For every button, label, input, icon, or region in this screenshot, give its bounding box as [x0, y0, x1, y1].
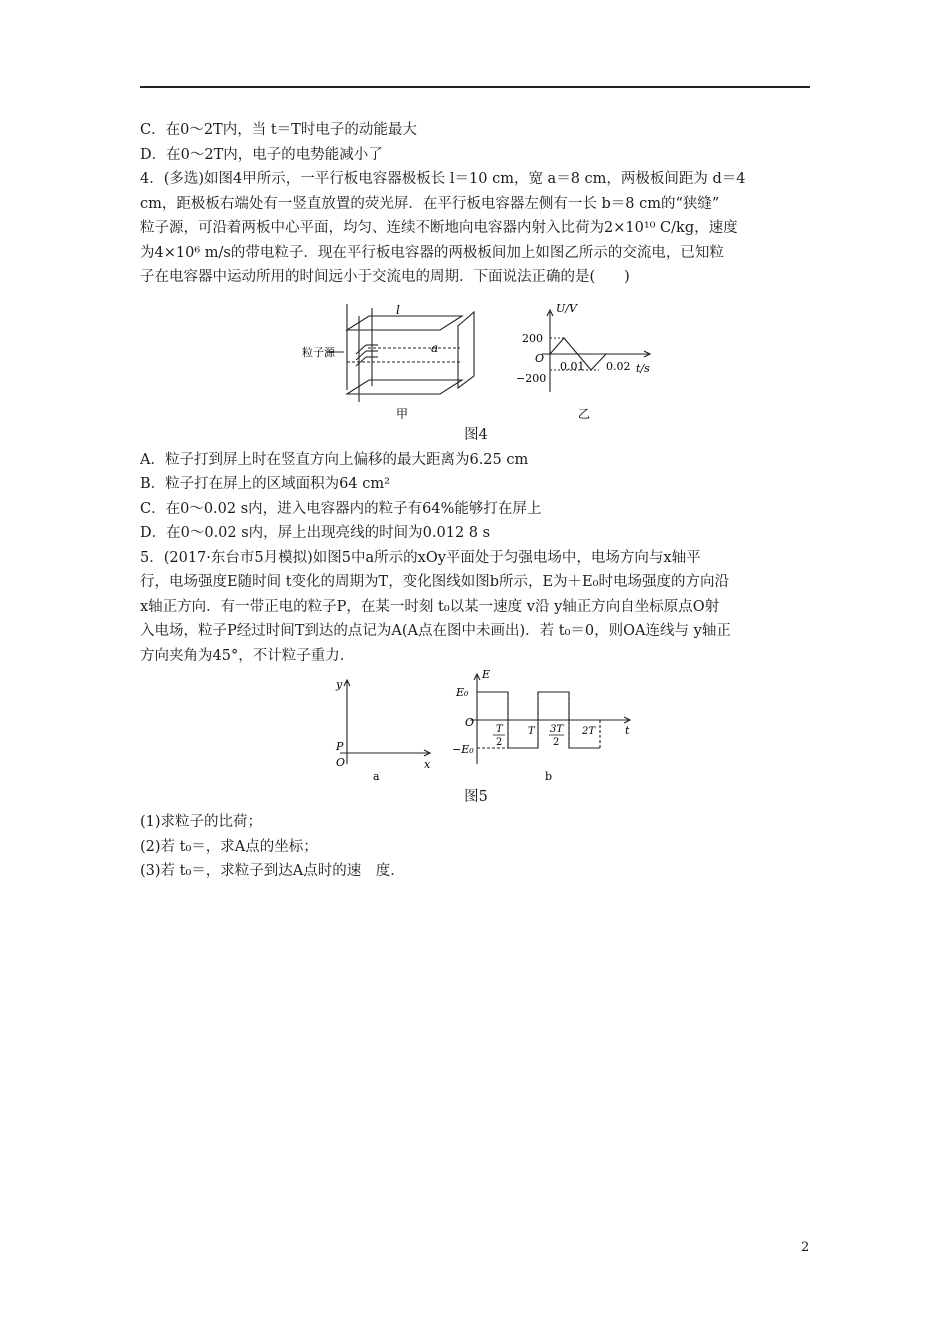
tick-half-t-den: 2 [496, 737, 503, 748]
caption-yi: 乙 [578, 406, 591, 421]
label-u: U/V [556, 301, 577, 315]
q5-line-2: 行，电场强度E随时间 t变化的周期为T，变化图线如图b所示，E为＋E₀时电场强度的方向沿 [140, 574, 729, 590]
q5-sub-1: (1)求粒子的比荷； [140, 814, 263, 830]
figure-5 [140, 668, 812, 784]
q3-option-d: D．在0～2T内，电子的电势能减小了 [140, 146, 383, 163]
label-neg-e0: −E₀ [452, 743, 474, 756]
label-p: P [336, 740, 344, 753]
capacitor-diagram [326, 304, 474, 402]
header-rule [140, 86, 810, 88]
label-o-a: O [336, 756, 346, 769]
tick-half-t-num: T [496, 724, 503, 735]
screen [458, 312, 474, 388]
q4-line-4: 为4×10⁶ m/s的带电粒子．现在平行板电容器的两极板间加上如图乙所示的交流电，已知粒 [140, 244, 724, 261]
caption-jia: 甲 [396, 406, 409, 421]
caption-a: a [373, 770, 380, 783]
page-number: 2 [801, 1240, 810, 1255]
label-a: a [431, 340, 439, 355]
label-e0: E₀ [456, 686, 469, 699]
label-200: 200 [522, 331, 543, 345]
label-001: 0.01 [560, 359, 585, 373]
label-source: 粒子源 [302, 345, 335, 359]
label-origin: O [535, 351, 545, 365]
tick-3half-t-den: 2 [553, 737, 560, 748]
q4-line-1: 4．(多选)如图4甲所示，一平行板电容器极板长 l＝10 cm，宽 a＝8 cm，两极板间距为 d＝4 [140, 171, 746, 187]
q5-line-3: x轴正方向．有一带正电的粒子P，在某一时刻 t₀以某一速度 v沿 y轴正方向自坐标原点O射 [140, 598, 720, 615]
figure-4-svg [140, 290, 812, 422]
voltage-graph [542, 310, 650, 392]
label-y: y [336, 678, 343, 691]
label-t-b: t [625, 724, 630, 737]
q5-line-5: 方向夹角为45°，不计粒子重力． [140, 647, 355, 664]
q4-option-c: C．在0～0.02 s内，进入电容器内的粒子有64%能够打在屏上 [140, 500, 542, 517]
label-e: E [482, 668, 491, 681]
q4-option-d: D．在0～0.02 s内，屏上出现亮线的时间为0.012 8 s [140, 525, 491, 541]
q4-line-5: 子在电容器中运动所用的时间远小于交流电的周期．下面说法正确的是( ) [140, 269, 630, 285]
label-t: t/s [636, 361, 650, 375]
label-l: l [396, 302, 400, 317]
caption-b: b [545, 770, 553, 783]
top-plate [347, 316, 462, 330]
tick-2t: 2T [582, 726, 596, 737]
square-wave-graph [470, 674, 630, 764]
label-002: 0.02 [606, 359, 631, 373]
bottom-plate [347, 380, 462, 394]
figure-4 [140, 290, 812, 422]
figure-5-svg [140, 668, 812, 784]
q4-option-b: B．粒子打在屏上的区域面积为64 cm² [140, 476, 390, 492]
q5-line-4: 入电场，粒子P经过时间T到达的点记为A(A点在图中未画出)．若 t₀＝0，则OA连线与 y轴正 [140, 623, 731, 639]
q4-option-a: A．粒子打到屏上时在竖直方向上偏移的最大距离为6.25 cm [140, 451, 529, 468]
label-neg200: −200 [516, 371, 547, 385]
tick-t: T [528, 726, 535, 737]
label-x: x [424, 758, 431, 771]
q5-sub-3: (3)若 t₀＝，求粒子到达A点时的速 度． [140, 863, 405, 879]
q3-option-c: C．在0～2T内，当 t＝T时电子的动能最大 [140, 122, 417, 138]
figure-4-caption: 图4 [464, 426, 488, 443]
xoy-axes [340, 680, 430, 764]
label-o-b: O [465, 716, 475, 729]
q4-line-2: cm，距极板右端处有一竖直放置的荧光屏．在平行板电容器左侧有一长 b＝8 cm的“狭缝” [140, 195, 720, 212]
tick-3half-t-num: 3T [550, 724, 564, 735]
q5-sub-2: (2)若 t₀＝，求A点的坐标； [140, 838, 318, 855]
q5-line-1: 5．(2017·东台市5月模拟)如图5中a所示的xOy平面处于匀强电场中，电场方向与x轴平 [140, 549, 701, 566]
page-content [140, 118, 812, 884]
figure-5-caption: 图5 [464, 789, 488, 805]
q4-line-3: 粒子源，可沿着两板中心平面，均匀、连续不断地向电容器内射入比荷为2×10¹⁰ C/kg，速度 [140, 220, 738, 236]
